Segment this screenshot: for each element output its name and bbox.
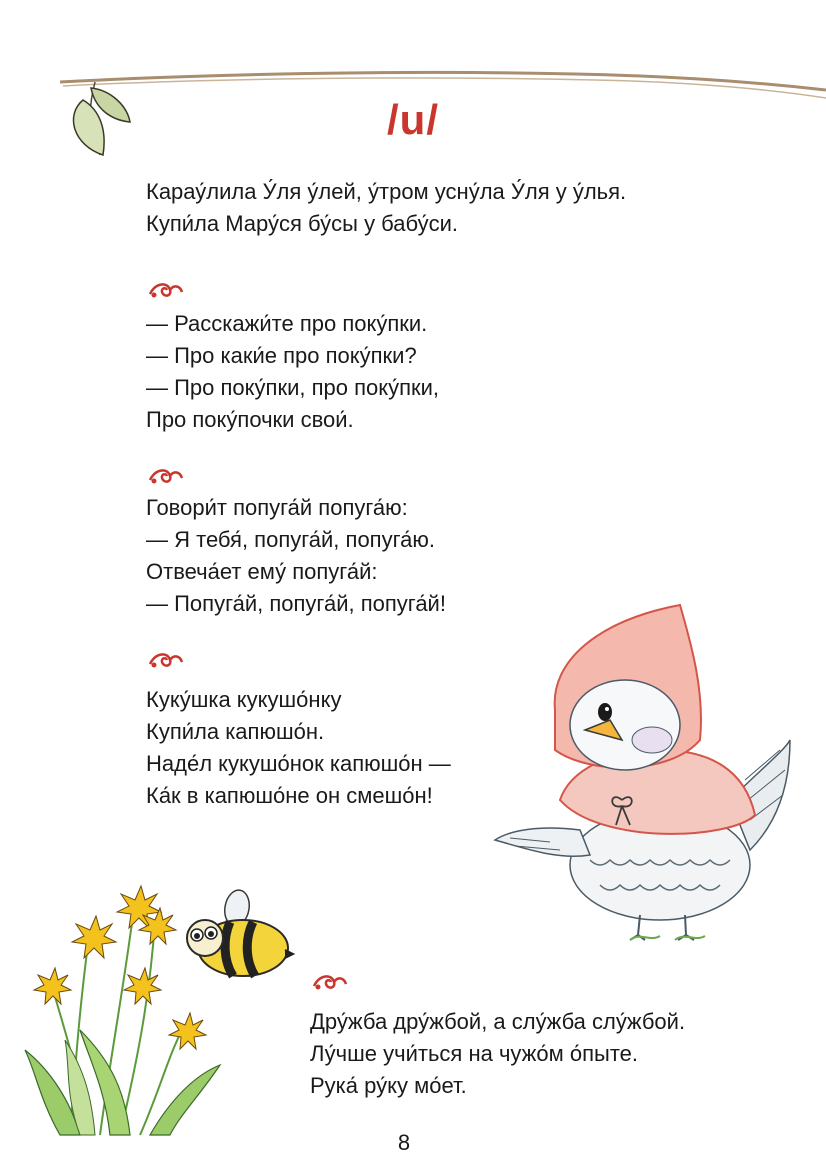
- text-line: Про поку́почки свои́.: [146, 407, 354, 432]
- fleuron-ornament-icon: [310, 970, 350, 992]
- text-line: — Я тебя́, попуга́й, попуга́ю.: [146, 527, 435, 552]
- section-2: [146, 308, 439, 436]
- text-line: Наде́л кукушо́нок капюшо́н —: [146, 751, 451, 776]
- fleuron-ornament-icon: [146, 648, 186, 670]
- fleuron-ornament-icon: [146, 278, 186, 300]
- cuckoo-illustration: [490, 600, 800, 950]
- page-number: 8: [397, 1130, 411, 1155]
- section-4: [146, 684, 451, 812]
- section-5: [310, 1006, 685, 1102]
- text-line: — Попуга́й, попуга́й, попуга́й!: [146, 591, 446, 616]
- text-line: Лу́чше учи́ться на чужо́м о́пыте.: [310, 1041, 638, 1066]
- fleuron-ornament-icon: [146, 464, 186, 486]
- section-1: [146, 176, 626, 240]
- text-line: — Про поку́пки, про поку́пки,: [146, 375, 440, 400]
- text-line: Отвеча́ет ему́ попуга́й:: [146, 559, 378, 584]
- text-line: Карау́лила У́ля у́лей, у́тром усну́ла У́ля у у́лья.: [146, 179, 627, 204]
- text-line: Рука́ ру́ку мо́ет.: [310, 1073, 467, 1098]
- text-line: Куку́шка кукушо́нку: [146, 687, 342, 712]
- text-line: Ка́к в капюшо́не он смешо́н!: [146, 783, 433, 808]
- section-3: [146, 492, 446, 620]
- text-line: — Про каки́е про поку́пки?: [146, 343, 417, 368]
- flowers-illustration: [20, 870, 230, 1135]
- text-line: Говори́т попуга́й попуга́ю:: [146, 495, 408, 520]
- text-line: Дру́жба дру́жбой, а слу́жба слу́жбой.: [310, 1009, 686, 1034]
- text-line: Купи́ла Мару́ся бу́сы у бабу́си.: [146, 211, 459, 236]
- heading: /u/: [387, 96, 439, 143]
- text-line: Купи́ла капюшо́н.: [146, 719, 325, 744]
- text-line: — Расскажи́те про поку́пки.: [146, 311, 428, 336]
